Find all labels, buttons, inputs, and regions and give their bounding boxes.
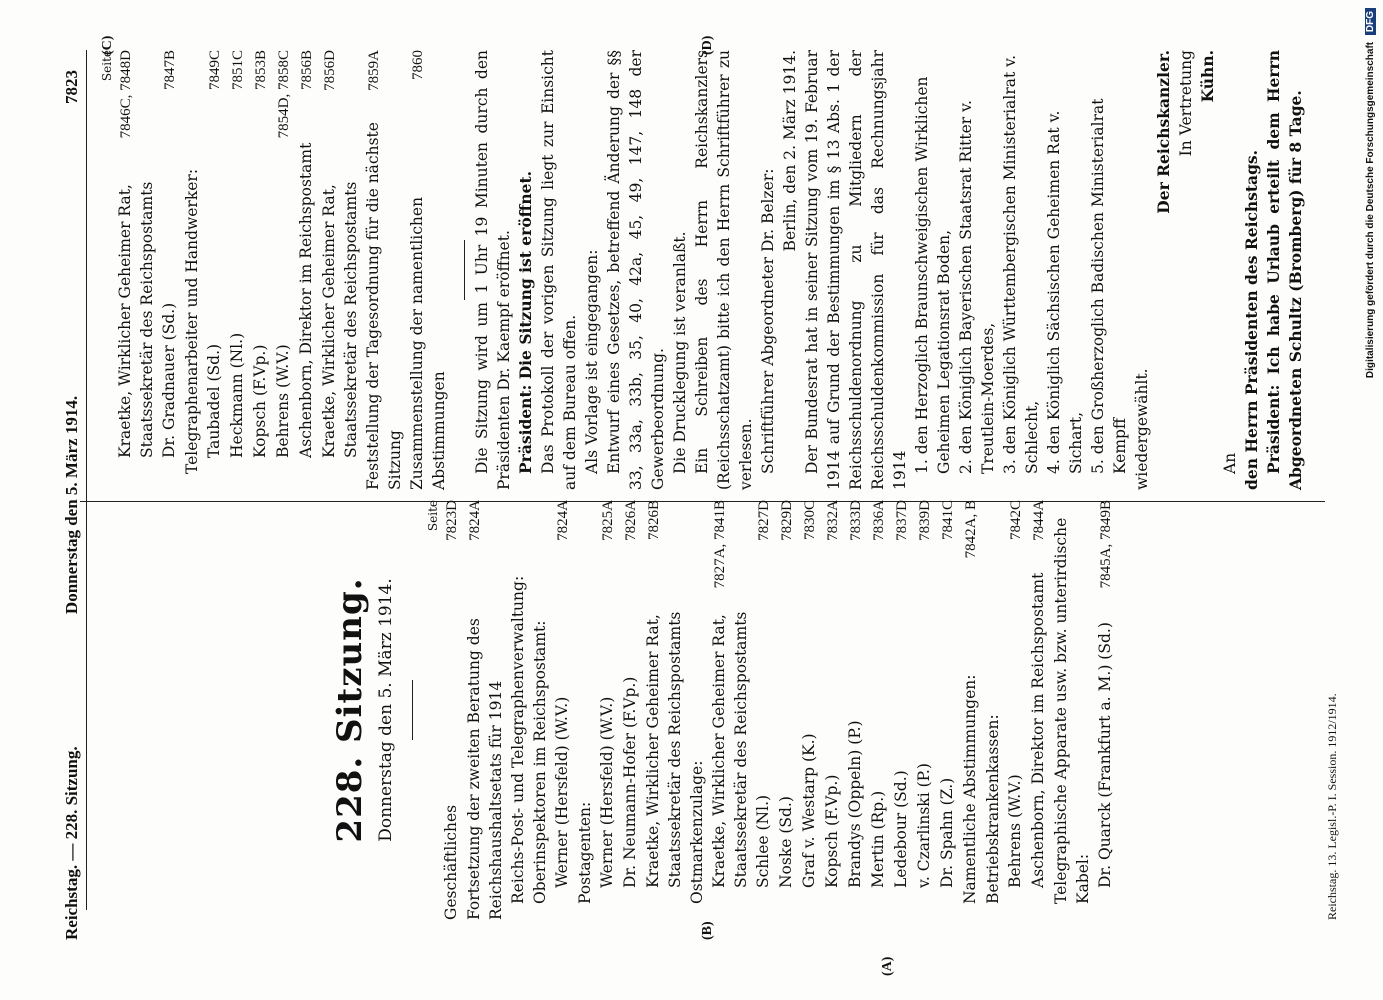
left_toc-entry-text: Namentliche Abstimmungen:	[961, 674, 979, 904]
left_toc-entry	[463, 500, 507, 920]
left_toc-entry	[440, 500, 463, 920]
left_toc-entry	[596, 500, 619, 920]
proceedings-paragraph: Ein Schreiben des Herrn Reichskanzlers (Reichsschatzamt) bitte ich den Herrn Schriftführer zu verlesen.	[693, 50, 755, 490]
right_toc-entry-text: Dr. Gradnauer (Sd.)	[160, 302, 178, 458]
proceedings-text	[471, 50, 1307, 490]
left_toc-entry-page: 7841C	[940, 500, 956, 541]
right-column	[100, 50, 1307, 490]
left_toc-entry-page: 7839D	[917, 500, 933, 541]
left_toc-entry-page: 7826B	[646, 500, 662, 541]
proceedings-paragraph: Als Vorlage ist eingegangen:	[583, 249, 601, 474]
right_toc-entry-text: Aschenborn, Direktor im Reichspostamt	[297, 142, 315, 458]
right-table-of-contents	[114, 50, 450, 490]
left_toc-entry-text: Oberinspektoren im Reichspostamt:	[531, 620, 549, 904]
proceedings-paragraph: Das Protokoll der vorigen Sitzung liegt zur Einsicht auf dem Bureau offen.	[539, 50, 579, 490]
left_toc-entry	[798, 500, 821, 920]
left_toc-entry-page: 7830C	[802, 500, 818, 541]
right_toc-entry-page: 7853B	[253, 50, 269, 91]
letter-item: 1. den Herzoglich Braunschweigischen Wirklichen Geheimen Legationsrat Boden,	[913, 76, 953, 474]
right_toc-entry-text: Telegraphenarbeiter und Handwerker:	[183, 168, 201, 474]
letter-item: 3. den Königlich Württembergischen Ministerialrat v. Schlecht,	[1001, 54, 1041, 474]
left_toc-entry-page: 7827D	[756, 500, 772, 541]
right_toc-entry-text: Taubadel (Sd.)	[205, 343, 223, 458]
dfg-sidebar	[1365, 8, 1381, 993]
right_toc-entry	[295, 50, 318, 490]
left_toc-entry-text: Fortsetzung der zweiten Beratung des Reichshaushaltsetats für 1914	[465, 618, 505, 920]
right_toc-entry-text: Kraetke, Wirklicher Geheimer Rat, Staatssekretär des Reichspostamts	[116, 181, 156, 458]
letter-item: 4. den Königlich Sächsischen Geheimen Rat v. Sichart,	[1045, 110, 1085, 474]
proceedings-paragraph: Die Sitzung wird um 1 Uhr 19 Minuten durch den Präsidenten Dr. Kaempf eröffnet.	[473, 50, 513, 490]
left_toc-entry-page: 7823D	[444, 500, 460, 541]
left_toc-entry	[1004, 500, 1027, 920]
left-column	[426, 500, 1117, 920]
seite-label-left: Seite	[426, 500, 440, 532]
right_toc-entry-page: 7854D, 7858C	[276, 50, 292, 139]
right_toc-entry-page: 7847B	[162, 50, 178, 91]
left_toc-entry-text: Kraetke, Wirklicher Geheimer Rat, Staatssekretär des Reichspostamts	[644, 611, 684, 888]
left_toc-entry-text: Behrens (W.V.)	[1006, 774, 1024, 888]
left_toc-entry	[642, 500, 686, 920]
left-table-of-contents	[440, 500, 1117, 920]
left_toc-entry	[529, 500, 551, 920]
right_toc-entry-text: Kraetke, Wirklicher Geheimer Rat, Staatssekretär des Reichspostamts	[320, 181, 360, 458]
right_toc-entry	[158, 50, 181, 490]
left_toc-entry	[982, 500, 1004, 920]
left_toc-entry	[507, 500, 529, 920]
margin-mark-b: (B)	[700, 921, 715, 940]
short-rule-1	[412, 680, 413, 740]
left_toc-entry	[752, 500, 775, 920]
left_toc-entry-text: Mertin (Rp.)	[869, 790, 887, 888]
dfg-logo: DFG	[1365, 8, 1376, 35]
left_toc-entry-text: Dr. Neumann-Hofer (F.Vp.)	[621, 676, 639, 888]
right_toc-entry	[272, 50, 295, 490]
letter-text: Der Bundesrat hat in seiner Sitzung vom 19. Februar 1914 auf Grund der Bestimmungen im § 13 Abs. 1 der Reichsschuldenordnung zu Mitgliedern der Reichsschuldenkommission für das Rechnungsjahr 1914	[803, 50, 909, 490]
proceedings-paragraph: Die Drucklegung ist veranlaßt.	[671, 231, 689, 474]
left_toc-entry-text: Schlee (Nl.)	[754, 794, 772, 888]
left_toc-entry-page: 7845A, 7849B	[1098, 500, 1114, 589]
margin-mark-a: (A)	[880, 956, 895, 976]
left_toc-entry-text: Geschäftliches	[442, 804, 460, 920]
margin-mark-c: (C)	[100, 35, 115, 55]
letter-closing: wiedergewählt.	[1133, 368, 1151, 490]
letter-item: 2. den Königlich Bayerischen Staatsrat Ritter v. Treutlein-Moerdes,	[957, 100, 997, 474]
left_toc-entry	[959, 500, 982, 920]
left_toc-entry-page: 7844A	[1031, 500, 1047, 541]
short-rule-2	[464, 240, 465, 300]
left_toc-entry-page: 7824A	[467, 500, 483, 541]
proceedings-paragraph: Präsident: Die Sitzung ist eröffnet.	[516, 170, 535, 474]
left_toc-entry	[844, 500, 867, 920]
left_toc-entry-text: Dr. Quarck (Frankfurt a. M.) (Sd.)	[1096, 622, 1114, 888]
right_toc-entry-page: 7859A	[366, 50, 382, 91]
left_toc-entry-text: Ledebour (Sd.)	[892, 770, 910, 888]
session-date: Donnerstag den 5. März 1914.	[376, 578, 396, 842]
right_toc-entry-page: 7851C	[230, 50, 246, 91]
left_toc-entry-page: 7833D	[848, 500, 864, 541]
left_toc-entry-page: 7836A	[871, 500, 887, 541]
left_toc-entry-page: 7829D	[779, 500, 795, 541]
address-line-1: An	[1221, 452, 1239, 474]
left_toc-entry-page: 7824A	[555, 500, 571, 541]
left_toc-entry	[775, 500, 798, 920]
signature-name: Kühn.	[1198, 50, 1217, 103]
right_toc-entry-text: Kopsch (F.Vp.)	[251, 344, 269, 458]
right_toc-entry-page: 7846C, 7848D	[118, 50, 134, 139]
right_toc-entry	[203, 50, 226, 490]
left_toc-entry	[1027, 500, 1050, 920]
left_toc-entry	[1094, 500, 1117, 920]
margin-mark-d: (D)	[700, 35, 715, 55]
left_toc-entry-page: 7832A	[825, 500, 841, 541]
left_toc-entry	[936, 500, 959, 920]
footer-left: Reichstag. 13. Legisl.-P. I. Session. 1912/1914.	[1325, 693, 1339, 920]
right_toc-entry	[226, 50, 249, 490]
header-page-number: 7823	[62, 70, 81, 104]
left_toc-entry-text: Betriebskrankenkassen:	[984, 714, 1002, 904]
right_toc-entry	[114, 50, 158, 490]
left_toc-entry-page: 7842A, B	[963, 500, 979, 559]
left_toc-entry-text: Noske (Sd.)	[777, 796, 795, 888]
left_toc-entry-page: 7825A	[600, 500, 616, 541]
left_toc-entry	[619, 500, 642, 920]
right_toc-entry	[362, 50, 406, 490]
left_toc-entry	[686, 500, 708, 920]
left_toc-entry-page: 7837D	[894, 500, 910, 541]
left_toc-entry-text: Postagenten:	[576, 801, 594, 904]
left_toc-entry-page: 7827A, 7841B	[712, 500, 728, 589]
right_toc-entry	[318, 50, 362, 490]
right_toc-entry	[181, 50, 203, 490]
left_toc-entry-page: 7842C	[1008, 500, 1024, 541]
left_toc-entry-text: Kraetke, Wirklicher Geheimer Rat, Staatssekretär des Reichspostamts	[710, 611, 750, 888]
left_toc-entry-text: Kopsch (F.Vp.)	[823, 774, 841, 888]
right_toc-entry-page: 7849C	[207, 50, 223, 91]
right_toc-entry-page: 7856D	[322, 50, 338, 91]
left_toc-entry	[551, 500, 574, 920]
left_toc-entry	[867, 500, 890, 920]
left_toc-entry	[913, 500, 936, 920]
letter-place-date: Berlin, den 2. März 1914.	[781, 50, 799, 252]
right_toc-entry-page: 7856B	[299, 50, 315, 91]
header-center: Donnerstag den 5. März 1914.	[62, 395, 81, 615]
right_toc-entry-text: Behrens (W.V.)	[274, 344, 292, 458]
right_toc-entry-text: Heckmann (Nl.)	[228, 332, 246, 458]
proceedings-paragraph: Schriftführer Abgeordneter Dr. Belzer:	[759, 168, 777, 474]
dfg-credit-text: Digitalisierung gefördert durch die Deutsche Forschungsgemeinschaft	[1365, 41, 1376, 379]
page-header	[56, 70, 86, 940]
final-paragraph: Präsident: Ich habe Urlaub erteilt dem Herrn Abgeordneten Schultz (Bromberg) für 8 Tage.	[1264, 50, 1305, 490]
right_toc-entry-text: Zusammenstellung der namentlichen Abstimmungen	[408, 196, 448, 490]
left_toc-entry	[1050, 500, 1094, 920]
proceedings-paragraph: Entwurf eines Gesetzes, betreffend Änderung der §§ 33, 33a, 33b, 35, 40, 42a, 45, 49, 147, 148 der Gewerbeordnung.	[605, 50, 667, 490]
left_toc-entry-text: Graf v. Westarp (K.)	[800, 733, 818, 888]
left_toc-entry-text: Werner (Hersfeld) (W.V.)	[598, 696, 616, 888]
left_toc-entry-text: Ostmarkenzulage:	[688, 760, 706, 904]
signature-deputy: In Vertretung	[1177, 50, 1195, 157]
left_toc-entry	[890, 500, 913, 920]
letter-item: 5. den Großherzoglich Badischen Ministerialrat Kempff	[1089, 98, 1129, 474]
header-left: Reichstag. — 228. Sitzung.	[62, 746, 81, 940]
left_toc-entry	[821, 500, 844, 920]
right_toc-entry	[406, 50, 450, 490]
signature-title: Der Reichskanzler.	[1154, 50, 1173, 214]
left_toc-entry-text: Telegraphische Apparate usw. bzw. unterirdische Kabel:	[1052, 517, 1092, 904]
session-title: 228. Sitzung.	[330, 577, 370, 843]
address-line-2: den Herrn Präsidenten des Reichstags.	[1242, 149, 1261, 490]
left_toc-entry-text: Aschenborn, Direktor im Reichspostamt	[1029, 572, 1047, 888]
left_toc-entry-text: Dr. Spahn (Z.)	[938, 777, 956, 888]
header-rule	[86, 50, 87, 910]
left_toc-entry	[574, 500, 596, 920]
dfg-credit	[1365, 8, 1381, 993]
right_toc-entry-text: Feststellung der Tagesordnung für die nächste Sitzung	[364, 122, 404, 490]
left_toc-entry-page: 7826A	[623, 500, 639, 541]
page-footer	[1325, 500, 1340, 920]
right_toc-entry-page: 7860	[410, 50, 426, 80]
left_toc-entry	[708, 500, 752, 920]
left_toc-entry-text: v. Czarlinski (P.)	[915, 763, 933, 888]
seite-label-right: Seite	[100, 50, 114, 82]
right_toc-entry	[249, 50, 272, 490]
left_toc-entry-text: Werner (Hersfeld) (W.V.)	[553, 696, 571, 888]
left_toc-entry-text: Reichs-Post- und Telegraphenverwaltung:	[509, 575, 527, 904]
left_toc-entry-text: Brandys (Oppeln) (P.)	[846, 720, 864, 888]
